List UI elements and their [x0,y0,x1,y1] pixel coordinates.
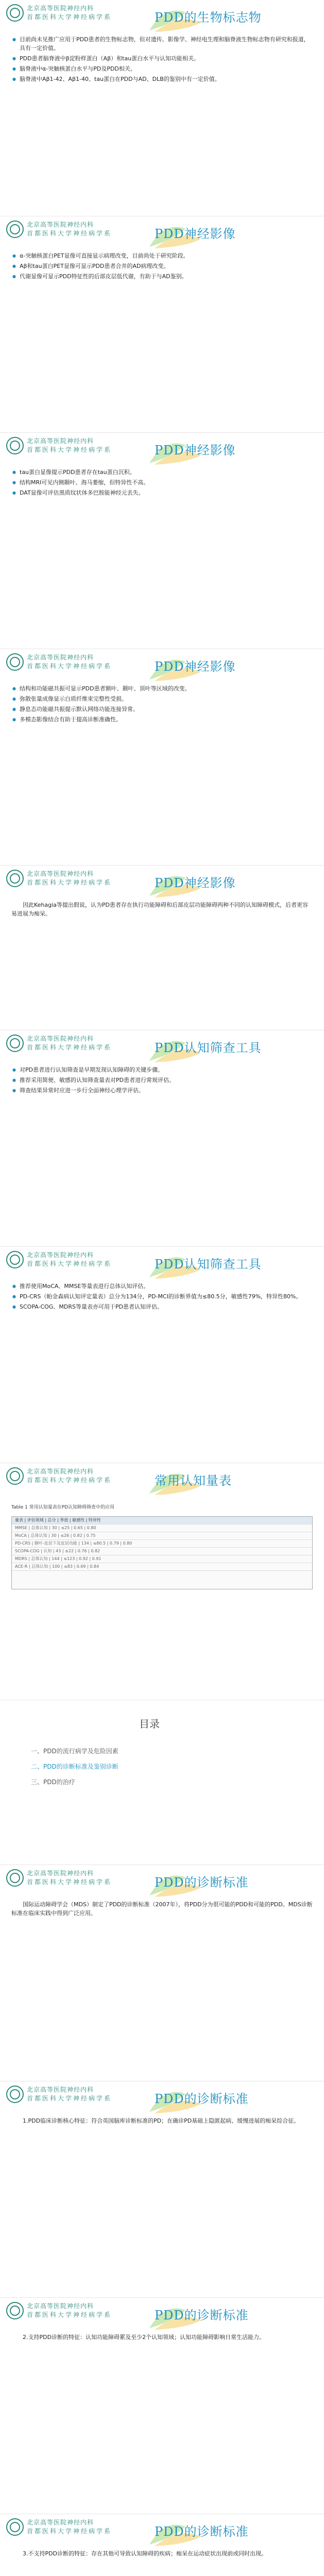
slide-neuroimaging-2 [0,433,324,649]
slide-header [0,866,324,899]
slide-title: PDD的生物标志物 [155,10,262,25]
table-header-row: 量表 | 评估领域 | 总分 | 界值 | 敏感性 | 特异性 [12,1517,312,1524]
slide-criteria-4 [0,2514,324,2576]
org-name: 北京高等医院神经内科 [27,1251,94,1259]
slide-body [11,1282,313,1313]
toc-title: 目录 [139,1718,160,1730]
slide-header [0,1865,324,1898]
hospital-logo [6,2302,24,2319]
slide-body [11,2549,313,2561]
slide-scales-table [0,1463,324,1700]
slide-body [11,684,313,725]
bullet: ● 弥散张量成像显示白质纤维束完整性受损。 [11,694,313,703]
table-row: MMSE | 总体认知 | 30 | ≤25 | 0.65 | 0.80 [12,1524,312,1532]
slide-screening-1 [0,1030,324,1247]
slide-header [0,1030,324,1063]
slide-body [11,2116,313,2128]
hospital-logo [6,4,24,22]
org-sub: 首都医科大学神经病学系 [27,2528,112,2535]
hospital-logo [6,2086,24,2103]
slide-title: PDD认知筛查工具 [155,1041,262,1055]
slide-body [11,1498,313,1589]
bullet: ● SCOPA-COG、MDRS等量表亦可用于PD患者认知评估。 [11,1302,313,1311]
bullet: ● 脑脊液中Aβ1-42、Aβ1-40、tau蛋白在PDD与AD、DLB的鉴别中有一定价值。 [11,75,313,83]
slide-title: 常用认知量表 [155,1473,232,1488]
org-name: 北京高等医院神经内科 [27,437,94,445]
bullet: ● DAT显像可评估黑质纹状体多巴胺能神经元丢失。 [11,488,313,497]
slide-title: PDD神经影像 [155,876,236,890]
hospital-logo [6,1035,24,1052]
org-name: 北京高等医院神经内科 [27,2519,94,2526]
org-name: 北京高等医院神经内科 [27,2086,94,2093]
hospital-logo [6,870,24,887]
table-caption: Table 1 常用认知量表在PD认知障碍筛查中的应用 [11,1505,115,1510]
slide-title: PDD的诊断标准 [155,2308,249,2323]
bullet: ● 筛查结果异常时应进一步行全面神经心理学评估。 [11,1086,313,1095]
slide-body [11,901,313,921]
org-sub: 首都医科大学神经病学系 [27,1477,112,1484]
paragraph: 1.PDD临床诊断核心特征：符合英国脑库诊断标准的PD；在确诊PD基础上隐匿起病、缓慢进展的痴呆综合征。 [23,2117,300,2124]
org-sub: 首都医科大学神经病学系 [27,2311,112,2318]
org-sub: 首都医科大学神经病学系 [27,230,112,237]
toc-item-current: 二、PDD的诊断标准及鉴别诊断 [31,1763,118,1770]
hospital-logo [6,221,24,238]
slide-header [0,2081,324,2114]
table-row: PD-CRS | 额叶-皮层下及皮层功能 | 134 | ≤80.5 | 0.79 | 0.80 [12,1540,312,1548]
slide-title: PDD的诊断标准 [155,1875,249,1890]
slide-title: PDD神经影像 [155,227,236,241]
org-sub: 首都医科大学神经病学系 [27,13,112,21]
bullet: ● 推荐采用简便、敏感的认知筛查量表对PD患者进行常规评估。 [11,1076,313,1084]
slide-biomarkers [0,0,324,216]
table-row: ACE-R | 总体认知 | 100 | ≤83 | 0.69 | 0.84 [12,1563,312,1571]
slide-neuroimaging-4 [0,866,324,1030]
slide-title: PDD神经影像 [155,443,236,457]
bullet: ● 多模态影像结合有助于提高诊断准确性。 [11,715,313,724]
bullet: ● α-突触核蛋白PET显像可直接显示病理改变，目前尚处于研究阶段。 [11,251,313,260]
org-sub: 首都医科大学神经病学系 [27,1260,112,1267]
slide-title: PDD认知筛查工具 [155,1257,262,1272]
slide-screening-2 [0,1247,324,1463]
hospital-logo [6,1869,24,1887]
org-sub: 首都医科大学神经病学系 [27,663,112,670]
org-name: 北京高等医院神经内科 [27,1035,94,1042]
org-name: 北京高等医院神经内科 [27,5,94,12]
bullet: ● 对PD患者进行认知筛查是早期发现认知障碍的关键步骤。 [11,1065,313,1074]
slide-header [0,433,324,466]
slide-neuroimaging-3 [0,649,324,866]
org-name: 北京高等医院神经内科 [27,1870,94,1877]
bullet: ● 结构MRI可见内侧颞叶、海马萎缩，但特异性不高。 [11,478,313,487]
org-sub: 首都医科大学神经病学系 [27,1044,112,1051]
slide-toc [0,1700,324,1865]
bullet: ● 结构和功能磁共振可显示PDD患者额叶、颞叶、顶叶等区域的改变。 [11,684,313,693]
slide-header [0,216,324,249]
slide-body [11,251,313,282]
slide-criteria-3 [0,2298,324,2514]
bullet: ● Aβ和tau蛋白PET显像可显示PDD患者合并的AD病理改变。 [11,262,313,270]
org-sub: 首都医科大学神经病学系 [27,2095,112,2102]
bullet: ● PD-CRS（帕金森病认知评定量表）总分为134分，PD-MCI的诊断界值为≤80.5分，敏感性79%，特异性80%。 [11,1292,313,1301]
bullet: ● 脑脊液中α-突触核蛋白水平与PD及PDD相关。 [11,64,313,73]
org-sub: 首都医科大学神经病学系 [27,879,112,886]
org-name: 北京高等医院神经内科 [27,1468,94,1475]
org-sub: 首都医科大学神经病学系 [27,1878,112,1886]
paragraph: 3.不支持PDD诊断的特征：存在其他可导致认知障碍的疾病；痴呆在运动症状出现前或同时出现。 [23,2550,267,2557]
hospital-logo [6,653,24,671]
table-row: MoCA | 总体认知 | 30 | ≤26 | 0.82 | 0.75 [12,1532,312,1540]
slide-body [11,468,313,499]
slide-title: PDD的诊断标准 [155,2524,249,2539]
slide-header [0,2514,324,2547]
bullet: ● 代谢显像可显示PDD特征性的后部皮层低代谢，有助于与AD鉴别。 [11,272,313,281]
bullet: ● tau蛋白显像提示PDD患者存在tau蛋白沉积。 [11,468,313,477]
org-name: 北京高等医院神经内科 [27,654,94,661]
toc-item: 一、PDD的流行病学及危险因素 [31,1748,118,1755]
table-row: MDRS | 总体认知 | 144 | ≤123 | 0.92 | 0.91 [12,1555,312,1563]
hospital-logo [6,1467,24,1485]
toc-item: 三、PDD的治疗 [31,1778,75,1786]
slide-neuroimaging-1 [0,216,324,433]
scales-table [11,1516,313,1589]
bullet: ● 推荐使用MoCA、MMSE等量表进行总体认知评估。 [11,1282,313,1291]
bullet: ● 静息态功能磁共振提示默认网络功能连接异常。 [11,705,313,714]
slide-body [11,35,313,85]
slide-criteria-1 [0,1865,324,2081]
slide-header [0,1463,324,1496]
org-name: 北京高等医院神经内科 [27,870,94,877]
slide-header [0,649,324,682]
slide-title: PDD的诊断标准 [155,2092,249,2106]
slide-title: PDD神经影像 [155,659,236,674]
slide-header [0,0,324,33]
bullet: ● PDD患者脑脊液中β淀粉样蛋白（Aβ）和tau蛋白水平与认知功能相关。 [11,54,313,63]
hospital-logo [6,2518,24,2536]
org-name: 北京高等医院神经内科 [27,221,94,228]
paragraph: 国际运动障碍学会（MDS）制定了PDD的诊断标准（2007年），将PDD分为很可能的PDD和可能的PDD。MDS诊断标准在临床实践中得到广泛应用。 [11,1901,313,1917]
hospital-logo [6,437,24,454]
slide-header [0,1247,324,1280]
slide-criteria-2 [0,2081,324,2298]
hospital-logo [6,1251,24,1268]
slide-body [11,1900,313,1921]
paragraph: 2.支持PDD诊断的特征：认知功能障碍累及至少2个认知领域；认知功能障碍影响日常生活能力。 [23,2334,265,2341]
org-sub: 首都医科大学神经病学系 [27,446,112,453]
org-name: 北京高等医院神经内科 [27,2302,94,2310]
bullet: ● 目前尚未见推广应用于PDD患者的生物标志物，但对遗传、影像学、神经电生理和脑脊液生物标志物有研究和报道，具有一定价值。 [11,35,313,53]
slide-body [11,2333,313,2345]
slide-header [0,2298,324,2331]
slide-body [11,1065,313,1096]
table-row: SCOPA-COG | 认知 | 43 | ≤22 | 0.76 | 0.82 [12,1548,312,1555]
paragraph: 因此Kehagia等提出假说，认为PD患者存在执行功能障碍和后部皮层功能障碍两种不同的认知障碍模式，后者更容易进展为痴呆。 [11,902,309,917]
